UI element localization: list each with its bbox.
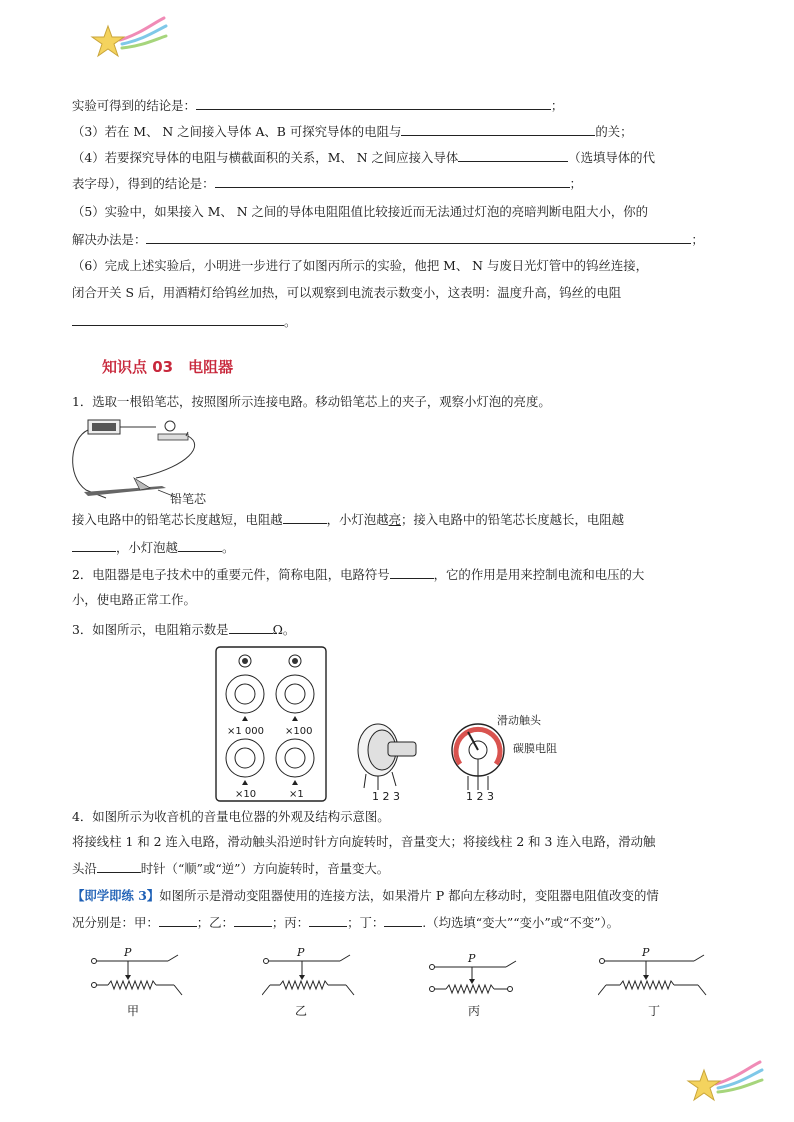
rheostat-diagram-jia xyxy=(90,945,186,1001)
text: 实验可得到的结论是： xyxy=(72,98,196,113)
practice-tag: 【即学即练 3】 xyxy=(72,888,160,903)
answer-blank[interactable] xyxy=(97,859,141,873)
answer-blank[interactable] xyxy=(72,312,284,326)
practice-line-2 xyxy=(72,913,619,932)
question-3 xyxy=(72,620,295,639)
answer-blank[interactable] xyxy=(283,510,327,524)
text-line: （6）完成上述实验后，小明进一步进行了如图丙所示的实验，他把 M、 N 与废日光灯管中的钨丝连接， xyxy=(72,258,649,273)
text: 况分别是：甲： xyxy=(72,915,159,930)
pencil-lead-circuit-figure xyxy=(66,416,246,512)
answer-blank[interactable] xyxy=(384,913,422,927)
text-line xyxy=(72,230,704,249)
slider-label-p: P xyxy=(297,946,305,959)
dial-label-x1: ×1 xyxy=(289,789,304,800)
pot-terminal-numbers: 1 2 3 xyxy=(372,790,400,803)
text: ，它的作用是用来控制电流和电压的大 xyxy=(433,567,645,582)
dial-label-x100: ×100 xyxy=(285,726,313,737)
slider-contact-label: 滑动触头 xyxy=(497,714,541,727)
text: （选填导体的代 xyxy=(568,150,655,165)
diagram-label-yi: 乙 xyxy=(295,1004,308,1018)
answer-blank[interactable] xyxy=(229,620,273,634)
text-line xyxy=(72,96,563,115)
text: 头沿 xyxy=(72,861,97,876)
answer-blank[interactable] xyxy=(234,913,272,927)
answer-blank[interactable] xyxy=(458,148,568,162)
rheostat-diagram-ding xyxy=(598,945,714,1001)
answer-blank[interactable] xyxy=(72,538,116,552)
text: 2．电阻器是电子技术中的重要元件，简称电阻，电路符号 xyxy=(72,567,390,582)
star-decoration-icon xyxy=(686,1058,766,1104)
text: （3）若在 M、 N 之间接入导体 A、B 可探究导体的电阻与 xyxy=(72,124,402,139)
text: 。 xyxy=(221,540,235,555)
question-2-line2: 小，使电路正常工作。 xyxy=(72,592,196,607)
section-heading: 知识点 03 电阻器 xyxy=(102,358,234,376)
underlined-answer: 亮 xyxy=(388,512,401,527)
practice-line-1 xyxy=(72,887,659,905)
pot-terminal-numbers: 1 2 3 xyxy=(466,790,494,803)
slider-label-p: P xyxy=(642,946,650,959)
text: ，小灯泡越 xyxy=(116,540,178,555)
question-4-line2: 将接线柱 1 和 2 连入电路，滑动触头沿逆时针方向旋转时，音量变大；将接线柱 2 和 3 连入电路，滑动触 xyxy=(72,834,656,849)
answer-blank[interactable] xyxy=(215,174,570,188)
text: ，小灯泡越 xyxy=(326,512,389,527)
text: （4）若要探究导体的电阻与横截面积的关系，M、 N 之间应接入导体 xyxy=(72,150,459,165)
answer-blank[interactable] xyxy=(309,913,347,927)
text-line: （5）实验中，如果接入 M、 N 之间的导体电阻阻值比较接近而无法通过灯泡的亮暗判断电阻大小，你的 xyxy=(72,204,649,219)
text: 3．如图所示，电阻箱示数是 xyxy=(72,622,229,637)
dial-label-x1000: ×1 000 xyxy=(227,726,265,737)
potentiometer-appearance-figure xyxy=(352,718,420,798)
text: 。 xyxy=(284,314,297,329)
question-1: 1．选取一根铅笔芯，按照图所示连接电路。移动铅笔芯上的夹子，观察小灯泡的亮度。 xyxy=(72,394,551,409)
text: ； xyxy=(550,98,564,113)
dial-label-x10: ×10 xyxy=(235,789,257,800)
question-4-line3 xyxy=(72,859,389,878)
answer-line-1 xyxy=(72,510,624,529)
star-decoration-icon xyxy=(90,14,170,60)
text: .（均选填“变大”“变小”或“不变”）。 xyxy=(422,915,620,930)
text: 表字母），得到的结论是： xyxy=(72,176,215,191)
diagram-label-ding: 丁 xyxy=(648,1004,661,1018)
text-line xyxy=(72,312,296,331)
text-line: 闭合开关 S 后，用酒精灯给钨丝加热，可以观察到电流表示数变小，这表明：温度升高，钨丝的电阻 xyxy=(72,285,622,300)
text-line xyxy=(72,174,582,193)
rheostat-diagram-yi xyxy=(262,945,358,1001)
text: 接入电路中的铅笔芯长度越短，电阻越 xyxy=(72,512,283,527)
slider-label-p: P xyxy=(124,946,132,959)
text: ；丁： xyxy=(347,915,385,930)
text: ；乙： xyxy=(196,915,234,930)
pencil-lead-label: 铅笔芯 xyxy=(170,492,207,506)
text: ；丙： xyxy=(271,915,310,930)
answer-blank[interactable] xyxy=(196,96,551,110)
text: Ω。 xyxy=(272,622,296,637)
text: 解决办法是： xyxy=(72,232,147,247)
text: 如图所示是滑动变阻器使用的连接方法，如果滑片 P 都向左移动时，变阻器电阻值改变的情 xyxy=(159,888,659,903)
text: 时针（“顺”或“逆”）方向旋转时，音量变大。 xyxy=(140,861,390,876)
question-2 xyxy=(72,565,644,584)
text-line xyxy=(72,122,633,141)
answer-blank[interactable] xyxy=(146,230,691,244)
answer-blank[interactable] xyxy=(401,122,595,136)
answer-blank[interactable] xyxy=(390,565,434,579)
text: ； xyxy=(691,232,704,247)
answer-blank[interactable] xyxy=(159,913,197,927)
answer-line-2 xyxy=(72,538,234,557)
carbon-film-label: 碳膜电阻 xyxy=(513,742,557,755)
text: ； xyxy=(569,176,582,191)
text: ；接入电路中的铅笔芯长度越长，电阻越 xyxy=(400,512,625,527)
slider-label-p: P xyxy=(468,952,476,965)
diagram-label-jia: 甲 xyxy=(127,1004,140,1018)
diagram-label-bing: 丙 xyxy=(468,1004,481,1018)
answer-blank[interactable] xyxy=(178,538,222,552)
text: 的关； xyxy=(595,124,633,139)
text-line xyxy=(72,148,655,167)
question-4: 4．如图所示为收音机的音量电位器的外观及结构示意图。 xyxy=(72,809,390,824)
